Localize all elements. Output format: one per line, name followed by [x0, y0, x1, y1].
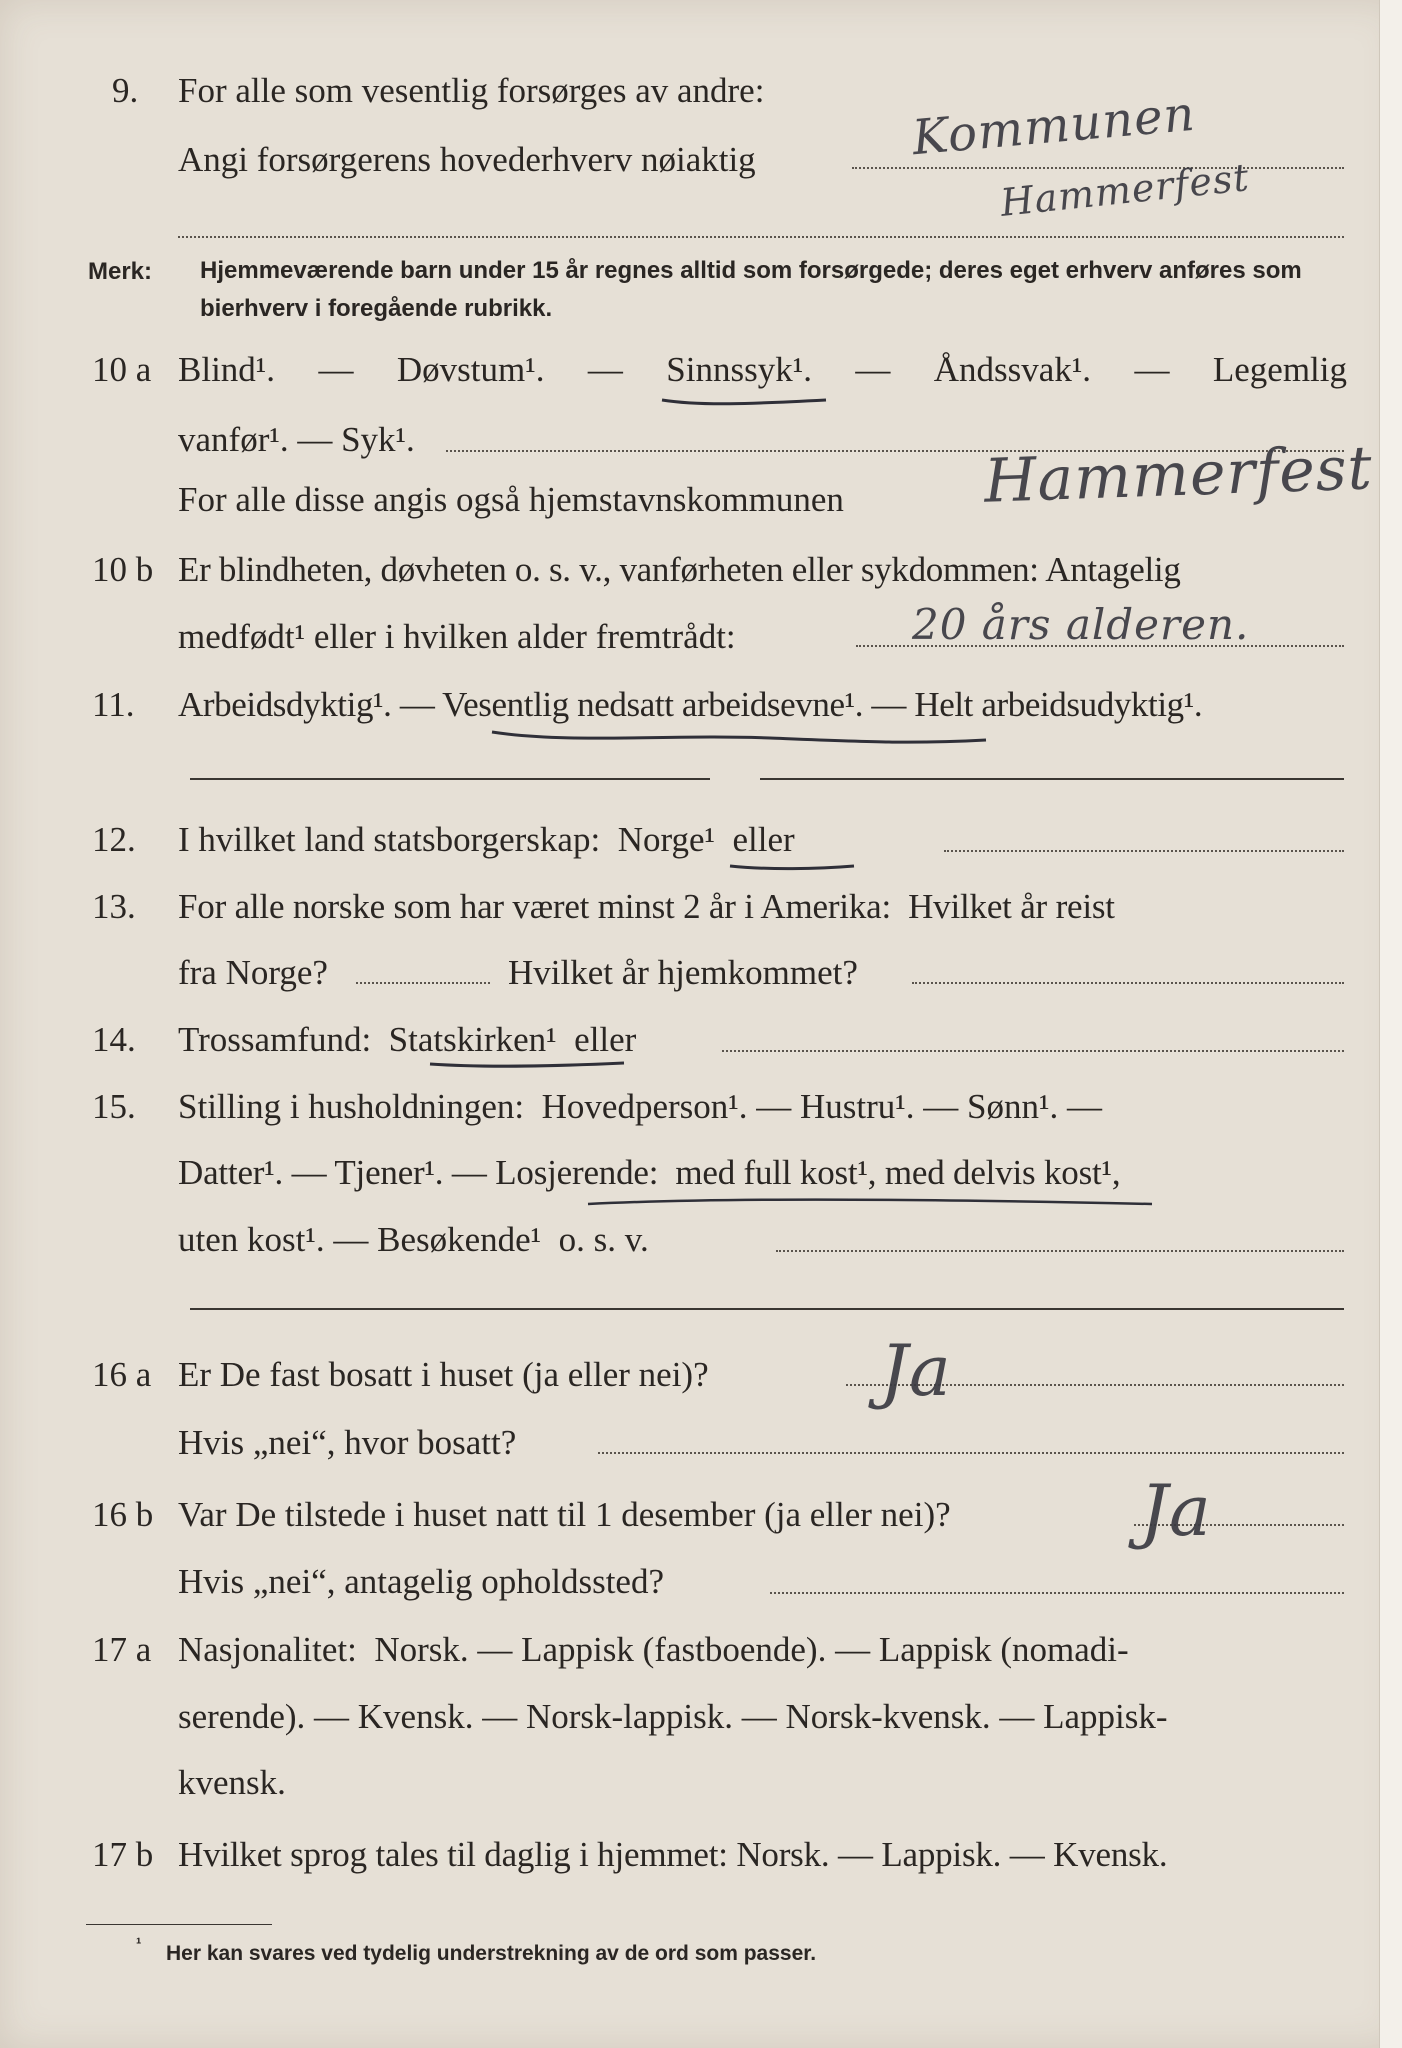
q14-number: 14.: [92, 1020, 136, 1059]
q16b-opholdssted-line: [770, 1592, 1344, 1594]
q12-line: [0, 815, 1402, 865]
q10a-dash: —: [587, 350, 623, 389]
q10a-option-legemlig: Legemlig: [1212, 350, 1347, 389]
q13-question: For alle norske som har været minst 2 år i Amerika: Hvilket år reist: [178, 887, 1115, 926]
q11-underline: [490, 726, 990, 748]
q9-number: 9.: [112, 71, 139, 110]
q16b-line2: [0, 1557, 1402, 1607]
q10a-option-sinnssyk: Sinnssyk¹.: [666, 350, 812, 389]
q12-question: I hvilket land statsborgerskap: Norge¹ eller: [178, 820, 795, 859]
merk-note: Hjemmeværende barn under 15 år regnes alltid som forsørgede; deres eget erhverv anføres som bierhverv i foregående rubrikk.: [200, 257, 1302, 322]
q16a-hvor: Hvis „nei“, hvor bosatt?: [178, 1423, 517, 1462]
q13-line1: [0, 882, 1402, 932]
q10a-line1: [0, 345, 1402, 395]
footnote-rule: [86, 1924, 272, 1925]
q9-instruction: Angi forsørgerens hovederhverv nøiaktig: [178, 140, 756, 179]
q9-answer-1: Kommunen: [910, 85, 1198, 167]
q14-question: Trossamfund: Statskirken¹ eller: [178, 1020, 637, 1059]
q12-answer-line: [944, 850, 1344, 852]
q11-options: Arbeidsdyktig¹. — Vesentlig nedsatt arbeidsevne¹. — Helt arbeidsudyktig¹.: [178, 685, 1203, 724]
q16a-question: Er De fast bosatt i huset (ja eller nei)?: [178, 1355, 709, 1394]
footnote-text: Her kan svares ved tydelig understrekning av de ord som passer.: [166, 1942, 817, 1965]
q15-underline-losjerende: [586, 1194, 1156, 1214]
q16a-line1: [0, 1350, 1402, 1400]
q15-line3: [0, 1215, 1402, 1265]
q10a-number: 10 a: [92, 350, 152, 389]
q10a-option-dovstum: Døvstum¹.: [396, 350, 545, 389]
q15-number: 15.: [92, 1087, 136, 1126]
separator-right: [760, 778, 1344, 780]
q17a-line2-text: serende). — Kvensk. — Norsk-lappisk. — Norsk-kvensk. — Lappisk-: [178, 1697, 1168, 1736]
q16b-question: Var De tilstede i huset natt til 1 desember (ja eller nei)?: [178, 1495, 951, 1534]
q12-underline-norge: [728, 860, 858, 874]
q15-answer-line: [776, 1250, 1344, 1252]
q14-line: [0, 1015, 1402, 1065]
q10a-vanfor-syk: vanfør¹. — Syk¹.: [178, 420, 415, 459]
q16b-opholdssted: Hvis „nei“, antagelig opholdssted?: [178, 1562, 664, 1601]
q13-hjemkommet: Hvilket år hjemkommet?: [508, 953, 858, 992]
q13-reist: fra Norge?: [178, 953, 328, 992]
q9-answer-line-2: [178, 236, 1344, 238]
q10a-options: [178, 345, 1347, 395]
q11-number: 11.: [92, 685, 135, 724]
q10a-dash: —: [855, 350, 891, 389]
q15-line2: [0, 1148, 1402, 1198]
q16b-number: 16 b: [92, 1495, 154, 1534]
q15-line1: [0, 1082, 1402, 1132]
q9-question: For alle som vesentlig forsørges av andre:: [178, 71, 765, 110]
q17a-line3: [0, 1758, 1402, 1808]
q15-line2-text: Datter¹. — Tjener¹. — Losjerende: med full kost¹, med delvis kost¹,: [178, 1153, 1121, 1192]
q16a-number: 16 a: [92, 1355, 152, 1394]
separator-left: [190, 778, 710, 780]
q13-number: 13.: [92, 887, 136, 926]
q10a-dash: —: [1134, 350, 1170, 389]
q14-answer-line: [722, 1050, 1344, 1052]
q15-line3-text: uten kost¹. — Besøkende¹ o. s. v.: [178, 1220, 649, 1259]
q13-hjemkommet-line: [912, 982, 1344, 984]
footnote-mark: ¹: [136, 1936, 142, 1953]
q10a-option-blind: Blind¹.: [178, 350, 276, 389]
q13-reist-line: [356, 982, 490, 984]
q17a-line1-text: Nasjonalitet: Norsk. — Lappisk (fastboende). — Lappisk (nomadi-: [178, 1630, 1129, 1669]
q10b-answer: 20 års alderen.: [912, 600, 1250, 649]
q10b-line1: [0, 545, 1402, 595]
q17a-number: 17 a: [92, 1630, 152, 1669]
q15-line1-text: Stilling i husholdningen: Hovedperson¹. — Hustru¹. — Sønn¹. —: [178, 1087, 1102, 1126]
q9-answer-2: Hammerfest: [998, 155, 1252, 225]
q16a-line2: [0, 1418, 1402, 1468]
q10a-underline-sinnssyk: [660, 392, 830, 408]
q10b-question: Er blindheten, døvheten o. s. v., vanførheten eller sykdommen: Antagelig: [178, 550, 1181, 589]
q17b-question: Hvilket sprog tales til daglig i hjemmet: Norsk. — Lappisk. — Kvensk.: [178, 1835, 1168, 1874]
q10a-hjemstavn: For alle disse angis også hjemstavnskommunen: [178, 480, 844, 519]
q13-line2: [0, 948, 1402, 998]
q10b-number: 10 b: [92, 550, 154, 589]
q9-answer-line-1: [852, 167, 1344, 169]
q17a-line2: [0, 1692, 1402, 1742]
q17a-line3-text: kvensk.: [178, 1763, 286, 1802]
merk-label: Merk:: [88, 258, 153, 285]
q16a-hvor-line: [598, 1452, 1344, 1454]
q10a-dash: —: [318, 350, 354, 389]
q17b-number: 17 b: [92, 1835, 154, 1874]
q16b-answer: Ja: [1140, 1470, 1212, 1552]
q16a-answer: Ja: [880, 1330, 952, 1412]
q14-underline-statskirken: [428, 1058, 628, 1072]
q10b-alder: medfødt¹ eller i hvilken alder fremtrådt:: [178, 617, 736, 656]
separator-2: [190, 1308, 1344, 1310]
q10a-option-andssvak: Åndssvak¹.: [933, 350, 1092, 389]
q12-number: 12.: [92, 820, 136, 859]
q17b-line: [0, 1830, 1402, 1880]
q11-line: [0, 680, 1402, 730]
q10a-answer: Hammerfest: [982, 433, 1374, 517]
q17a-line1: [0, 1625, 1402, 1675]
